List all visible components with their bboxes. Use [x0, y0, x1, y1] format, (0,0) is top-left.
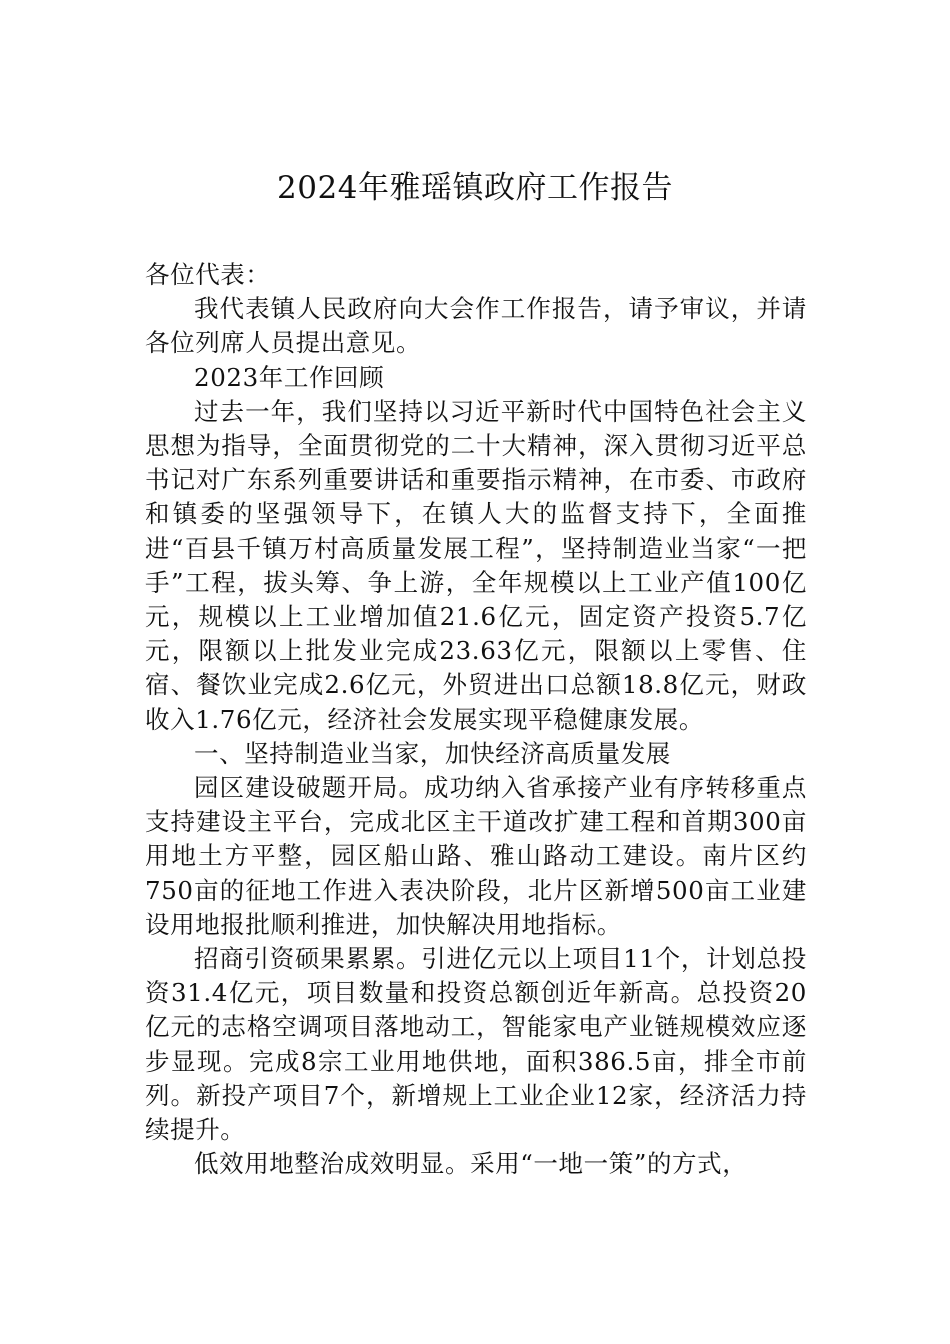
- salutation: 各位代表：: [145, 260, 271, 289]
- section-heading-manufacturing: 一、坚持制造业当家，加快经济高质量发展: [194, 738, 671, 768]
- section-heading-review: 2023年工作回顾: [194, 362, 385, 392]
- park-construction-paragraph: 园区建设破题开局。成功纳入省承接产业有序转移重点支持建设主平台，完成北区主干道改扩建工程和首期300亩用地土方平整，园区船山路、雅山路动工建设。南片区约750亩的征地工作进入表决阶段，北片区新增500亩工业建设用地报批顺利推进，加快解决用地指标。: [145, 773, 807, 939]
- intro-paragraph: 我代表镇人民政府向大会作工作报告，请予审议，并请各位列席人员提出意见。: [145, 294, 807, 358]
- investment-paragraph: 招商引资硕果累累。引进亿元以上项目11个，计划总投资31.4亿元，项目数量和投资总额创近年新高。总投资20亿元的志格空调项目落地动工，智能家电产业链规模效应逐步显现。完成8宗工业用地供地，面积386.5亩，排全市前列。新投产项目7个，新增规上工业企业12家，经济活力持续提升。: [145, 944, 807, 1145]
- review-paragraph: 过去一年，我们坚持以习近平新时代中国特色社会主义思想为指导，全面贯彻党的二十大精神，深入贯彻习近平总书记对广东系列重要讲话和重要指示精神，在市委、市政府和镇委的坚强领导下，在镇人大的监督支持下，全面推进“百县千镇万村高质量发展工程”，坚持制造业当家“一把手”工程，拔头筹、争上游，全年规模以上工业产值100亿元，规模以上工业增加值21.6亿元，固定资产投资5.7亿元，限额以上批发业完成23.63亿元，限额以上零售、住宿、餐饮业完成2.6亿元，外贸进出口总额18.8亿元，财政收入1.76亿元，经济社会发展实现平稳健康发展。: [145, 396, 807, 734]
- document-body: [145, 258, 807, 1181]
- document-title: 2024年雅瑶镇政府工作报告: [277, 170, 673, 206]
- land-rectification-paragraph: 低效用地整治成效明显。采用“一地一策”的方式，: [194, 1149, 748, 1179]
